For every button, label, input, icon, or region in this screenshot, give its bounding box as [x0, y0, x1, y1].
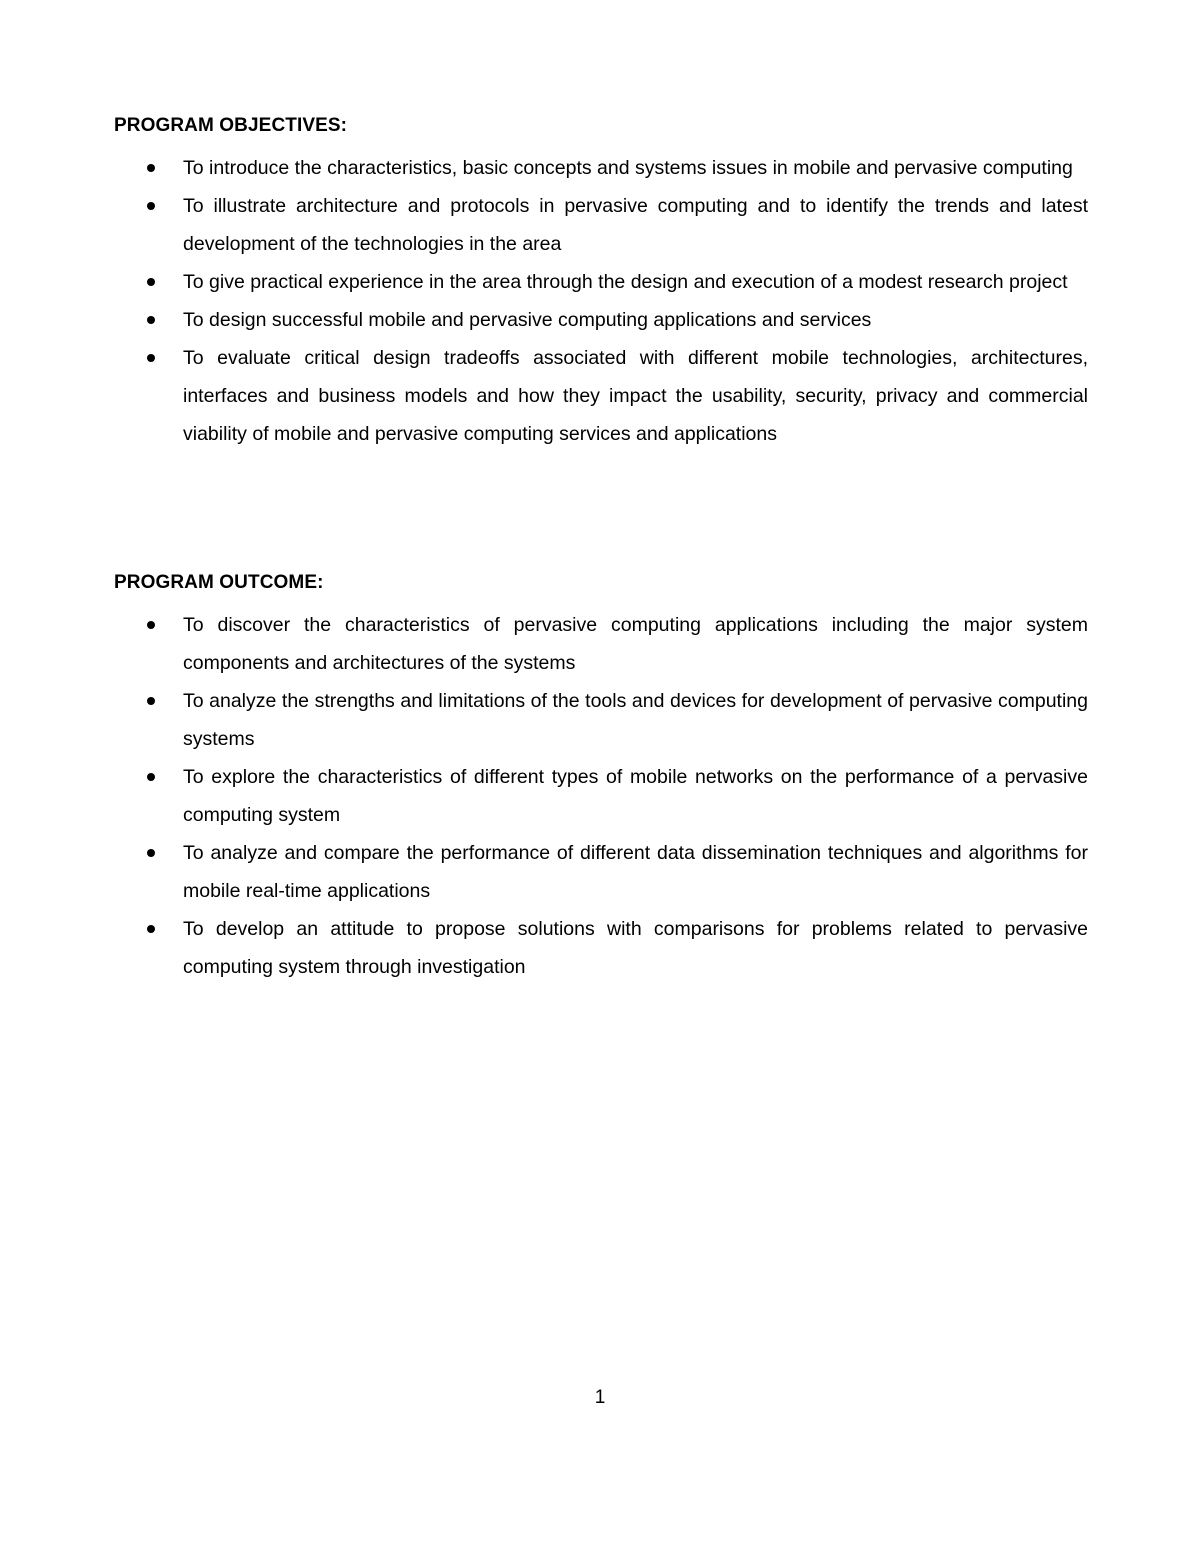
list-item	[114, 606, 1088, 682]
bullet-icon	[147, 164, 155, 172]
bullet-icon	[147, 278, 155, 286]
list-item	[114, 187, 1088, 263]
bullet-icon	[147, 697, 155, 705]
list-item-text: To develop an attitude to propose solutions with comparisons for problems related to pervasive computing system through investigation	[183, 918, 1088, 978]
program-outcome-heading: PROGRAM OUTCOME:	[114, 572, 324, 593]
program-objectives-list	[114, 149, 1088, 453]
list-item-text: To analyze and compare the performance of different data dissemination techniques and algorithms for mobile real-time applications	[183, 842, 1088, 902]
list-item-text: To discover the characteristics of pervasive computing applications including the major system components and architectures of the systems	[183, 614, 1088, 674]
list-item-text: To design successful mobile and pervasive computing applications and services	[183, 309, 872, 331]
bullet-icon	[147, 354, 155, 362]
bullet-icon	[147, 621, 155, 629]
list-item-text: To analyze the strengths and limitations of the tools and devices for development of pervasive computing systems	[183, 690, 1088, 750]
bullet-icon	[147, 773, 155, 781]
list-item	[114, 758, 1088, 834]
bullet-icon	[147, 202, 155, 210]
list-item	[114, 682, 1088, 758]
list-item	[114, 301, 1088, 339]
list-item-text: To explore the characteristics of different types of mobile networks on the performance of a pervasive computing system	[183, 766, 1088, 826]
list-item	[114, 339, 1088, 453]
list-item	[114, 263, 1088, 301]
list-item	[114, 910, 1088, 986]
list-item-text: To illustrate architecture and protocols in pervasive computing and to identify the trends and latest development of the technologies in the area	[183, 195, 1088, 255]
list-item	[114, 834, 1088, 910]
bullet-icon	[147, 925, 155, 933]
page-number: 1	[594, 1387, 606, 1408]
program-objectives-section	[114, 112, 1088, 453]
bullet-icon	[147, 849, 155, 857]
bullet-icon	[147, 316, 155, 324]
program-outcome-section	[114, 569, 1088, 986]
list-item	[114, 149, 1088, 187]
program-outcome-list	[114, 606, 1088, 986]
list-item-text: To give practical experience in the area through the design and execution of a modest research project	[183, 271, 1068, 293]
list-item-text: To evaluate critical design tradeoffs associated with different mobile technologies, architectures, interfaces and business models and how they impact the usability, security, privacy and commercial viability of mobile and pervasive computing services and applications	[183, 347, 1088, 445]
list-item-text: To introduce the characteristics, basic concepts and systems issues in mobile and pervasive computing	[183, 157, 1073, 179]
program-objectives-heading: PROGRAM OBJECTIVES:	[114, 115, 348, 136]
